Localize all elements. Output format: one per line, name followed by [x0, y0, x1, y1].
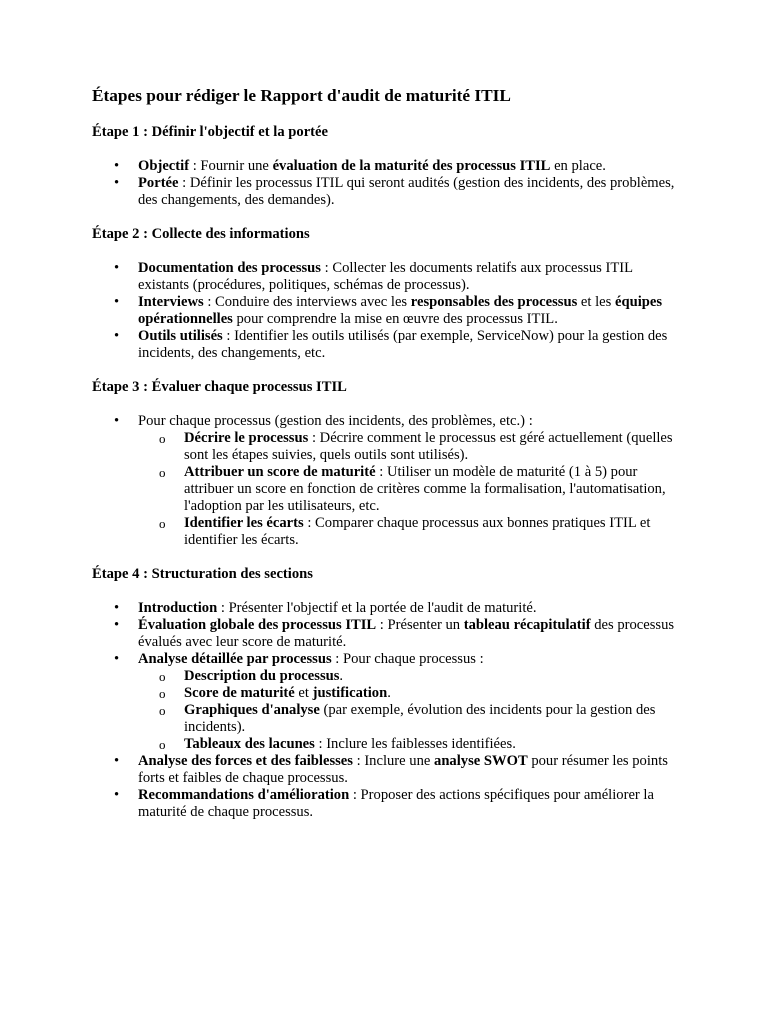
bold-text: Recommandations d'amélioration	[138, 787, 350, 803]
text: Pour chaque processus (gestion des incidents, des problèmes, etc.) :	[138, 413, 533, 429]
circle-bullet-icon: o	[159, 516, 166, 531]
sub-list	[138, 668, 678, 753]
bullet-icon: •	[114, 600, 120, 616]
step-heading-2: Étape 2 : Collecte des informations	[92, 226, 310, 242]
steps-container	[92, 124, 678, 821]
sub-list-item	[138, 685, 678, 702]
bullet-icon: •	[114, 753, 120, 769]
list-item	[92, 294, 678, 328]
text: : Inclure les faiblesses identifiées.	[314, 736, 516, 752]
bold-text: Documentation des processus	[138, 260, 321, 276]
text: : Collecter les documents relatifs aux processus ITIL existants (procédures, politiques, schémas de processus).	[138, 260, 633, 293]
circle-bullet-icon: o	[159, 431, 166, 446]
bullet-icon: •	[114, 617, 120, 633]
text: : Comparer chaque processus aux bonnes pratiques ITIL et identifier les écarts.	[184, 515, 651, 548]
bold-text: Portée	[138, 175, 179, 191]
sub-list-item	[138, 668, 678, 685]
text: et	[294, 685, 313, 701]
bullet-icon: •	[114, 787, 120, 803]
text: : Présenter un	[376, 617, 464, 633]
text: : Décrire comment le processus est géré actuellement (quelles sont les étapes suivies, quels outils sont utilisés).	[184, 430, 673, 463]
circle-bullet-icon: o	[159, 465, 166, 480]
bold-text: Interviews	[138, 294, 204, 310]
text: : Pour chaque processus :	[331, 651, 484, 667]
bold-text: Objectif	[138, 158, 190, 174]
bold-text: équipes opérationnelles	[138, 294, 663, 327]
bullet-icon: •	[114, 175, 120, 191]
text: pour résumer les points forts et faibles de chaque processus.	[138, 753, 668, 786]
bullet-icon: •	[114, 294, 120, 310]
text: : Définir les processus ITIL qui seront audités (gestion des incidents, des problèmes, des changements, des demandes).	[138, 175, 675, 208]
text: (par exemple, évolution des incidents pour la gestion des incidents).	[184, 702, 656, 735]
text: .	[387, 685, 391, 701]
text: : Utiliser un modèle de maturité (1 à 5) pour attribuer un score en fonction de critères comme la formalisation, l'automatisation, l'adoption par les utilisateurs, etc.	[184, 464, 666, 514]
sub-list-item	[138, 430, 678, 464]
text: : Fournir une	[189, 158, 273, 174]
text: : Conduire des interviews avec les	[203, 294, 411, 310]
sub-list	[138, 430, 678, 549]
text: : Proposer des actions spécifiques pour améliorer la maturité de chaque processus.	[138, 787, 654, 820]
bold-text: Évaluation globale des processus ITIL	[138, 617, 377, 633]
bold-text: Score de maturité	[184, 685, 295, 701]
bold-text: Graphiques d'analyse	[184, 702, 320, 718]
bold-text: Outils utilisés	[138, 328, 223, 344]
step-heading-1: Étape 1 : Définir l'objectif et la portée	[92, 124, 329, 140]
bold-text: Analyse des forces et des faiblesses	[138, 753, 353, 769]
list-item	[92, 413, 678, 549]
step-list-4	[92, 600, 678, 821]
list-item	[92, 175, 678, 209]
bullet-icon: •	[114, 328, 120, 344]
bold-text: responsables des processus	[410, 294, 578, 310]
bold-text: Description du processus	[184, 668, 340, 684]
step-list-3	[92, 413, 678, 549]
circle-bullet-icon: o	[159, 703, 166, 718]
document-title: Étapes pour rédiger le Rapport d'audit de maturité ITIL	[92, 86, 511, 105]
list-item	[92, 600, 678, 617]
circle-bullet-icon: o	[159, 737, 166, 752]
sub-list-item	[138, 702, 678, 736]
bold-text: tableau récapitulatif	[463, 617, 591, 633]
bold-text: justification	[312, 685, 388, 701]
bold-text: Décrire le processus	[184, 430, 309, 446]
text: pour comprendre la mise en œuvre des processus ITIL.	[232, 311, 558, 327]
bullet-icon: •	[114, 651, 120, 667]
text: et les	[577, 294, 615, 310]
bullet-icon: •	[114, 413, 120, 429]
list-item	[92, 158, 678, 175]
text: : Inclure une	[352, 753, 435, 769]
list-item	[92, 787, 678, 821]
text: : Présenter l'objectif et la portée de l'audit de maturité.	[217, 600, 537, 616]
circle-bullet-icon: o	[159, 686, 166, 701]
bold-text: Introduction	[138, 600, 218, 616]
sub-list-item	[138, 515, 678, 549]
text: en place.	[550, 158, 606, 174]
sub-list-item	[138, 736, 678, 753]
bold-text: évaluation de la maturité des processus ITIL	[272, 158, 551, 174]
bold-text: Attribuer un score de maturité	[184, 464, 376, 480]
bold-text: Analyse détaillée par processus	[138, 651, 332, 667]
list-item	[92, 328, 678, 362]
step-list-2	[92, 260, 678, 362]
bold-text: analyse SWOT	[434, 753, 528, 769]
step-heading-4: Étape 4 : Structuration des sections	[92, 566, 313, 582]
step-heading-3: Étape 3 : Évaluer chaque processus ITIL	[92, 379, 347, 395]
list-item	[92, 617, 678, 651]
sub-list-item	[138, 464, 678, 515]
bold-text: Identifier les écarts	[184, 515, 304, 531]
text: .	[339, 668, 344, 684]
step-list-1	[92, 158, 678, 209]
text: : Identifier les outils utilisés (par exemple, ServiceNow) pour la gestion des incidents, des changements, etc.	[138, 328, 668, 361]
list-item	[92, 651, 678, 753]
list-item	[92, 260, 678, 294]
bullet-icon: •	[114, 158, 120, 174]
bullet-icon: •	[114, 260, 120, 276]
bold-text: Tableaux des lacunes	[184, 736, 315, 752]
list-item	[92, 753, 678, 787]
text: des processus évalués avec leur score de maturité.	[138, 617, 675, 650]
circle-bullet-icon: o	[159, 669, 166, 684]
